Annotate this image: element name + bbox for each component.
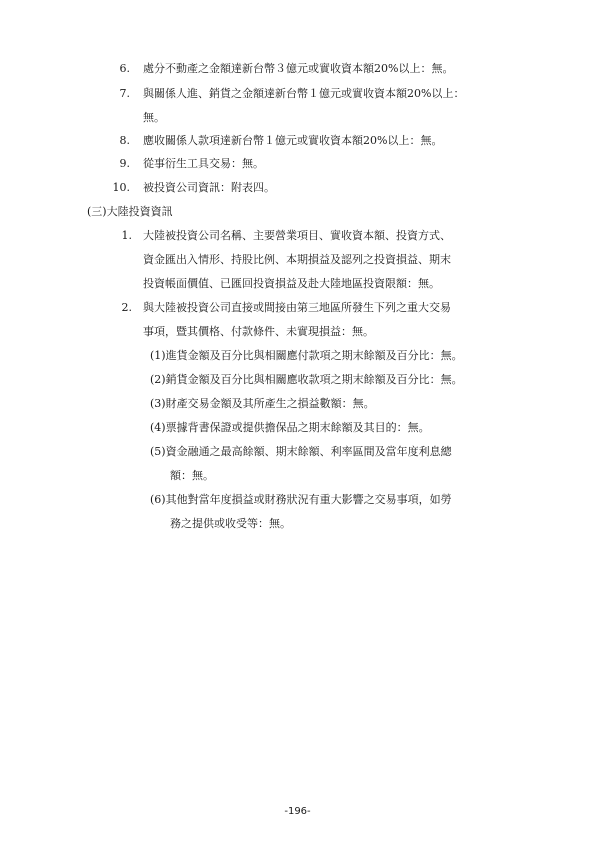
- subitem-4: (4)票據背書保證或提供擔保品之期末餘額及其目的：無。: [150, 421, 430, 434]
- subitem-2: (2)銷貨金額及百分比與相關應收款項之期末餘額及百分比：無。: [150, 373, 463, 386]
- item-number: 6.: [119, 62, 130, 75]
- subitem-6: (6)其他對當年度損益或財務狀況有重大影響之交易事項，如勞: [150, 493, 452, 506]
- item-number: 9.: [119, 157, 130, 170]
- item-text: 處分不動產之金額達新台幣３億元或實收資本額20%以上：無。: [143, 62, 454, 75]
- item-number: 7.: [119, 87, 130, 100]
- item-text-line: 事項，暨其價格、付款條件、未實現損益：無。: [143, 325, 374, 338]
- subitem-1: (1)進貨金額及百分比與相關應付款項之期末餘額及百分比：無。: [150, 349, 463, 362]
- item-text-continued: 無。: [143, 111, 165, 124]
- item-number: 8.: [119, 134, 130, 147]
- page-number: -196-: [284, 806, 311, 817]
- section-title: (三)大陸投資資訊: [87, 205, 173, 218]
- item-text: 被投資公司資訊：附表四。: [143, 181, 275, 194]
- item-text-line: 投資帳面價值、已匯回投資損益及赴大陸地區投資限額：無。: [143, 277, 440, 290]
- item-text-line: 資金匯出入情形、持股比例、本期損益及認列之投資損益、期末: [143, 253, 451, 266]
- subitem-5: (5)資金融通之最高餘額、期末餘額、利率區間及當年度利息總: [150, 445, 452, 458]
- subitem-6-continued: 務之提供或收受等：無。: [170, 517, 291, 530]
- item-number: 2.: [121, 301, 132, 314]
- item-text: 與關係人進、銷貨之金額達新台幣１億元或實收資本額20%以上：: [143, 87, 465, 100]
- item-text-line: 與大陸被投資公司直接或間接由第三地區所發生下列之重大交易: [143, 301, 451, 314]
- item-text-line: 大陸被投資公司名稱、主要營業項目、實收資本額、投資方式、: [143, 229, 451, 242]
- item-text: 從事衍生工具交易：無。: [143, 157, 264, 170]
- item-text: 應收關係人款項達新台幣１億元或實收資本額20%以上：無。: [143, 134, 443, 147]
- subitem-5-continued: 額：無。: [170, 469, 214, 482]
- subitem-3: (3)財產交易金額及其所產生之損益數額：無。: [150, 397, 375, 410]
- item-number: 1.: [121, 229, 132, 242]
- item-number: 10.: [112, 181, 130, 194]
